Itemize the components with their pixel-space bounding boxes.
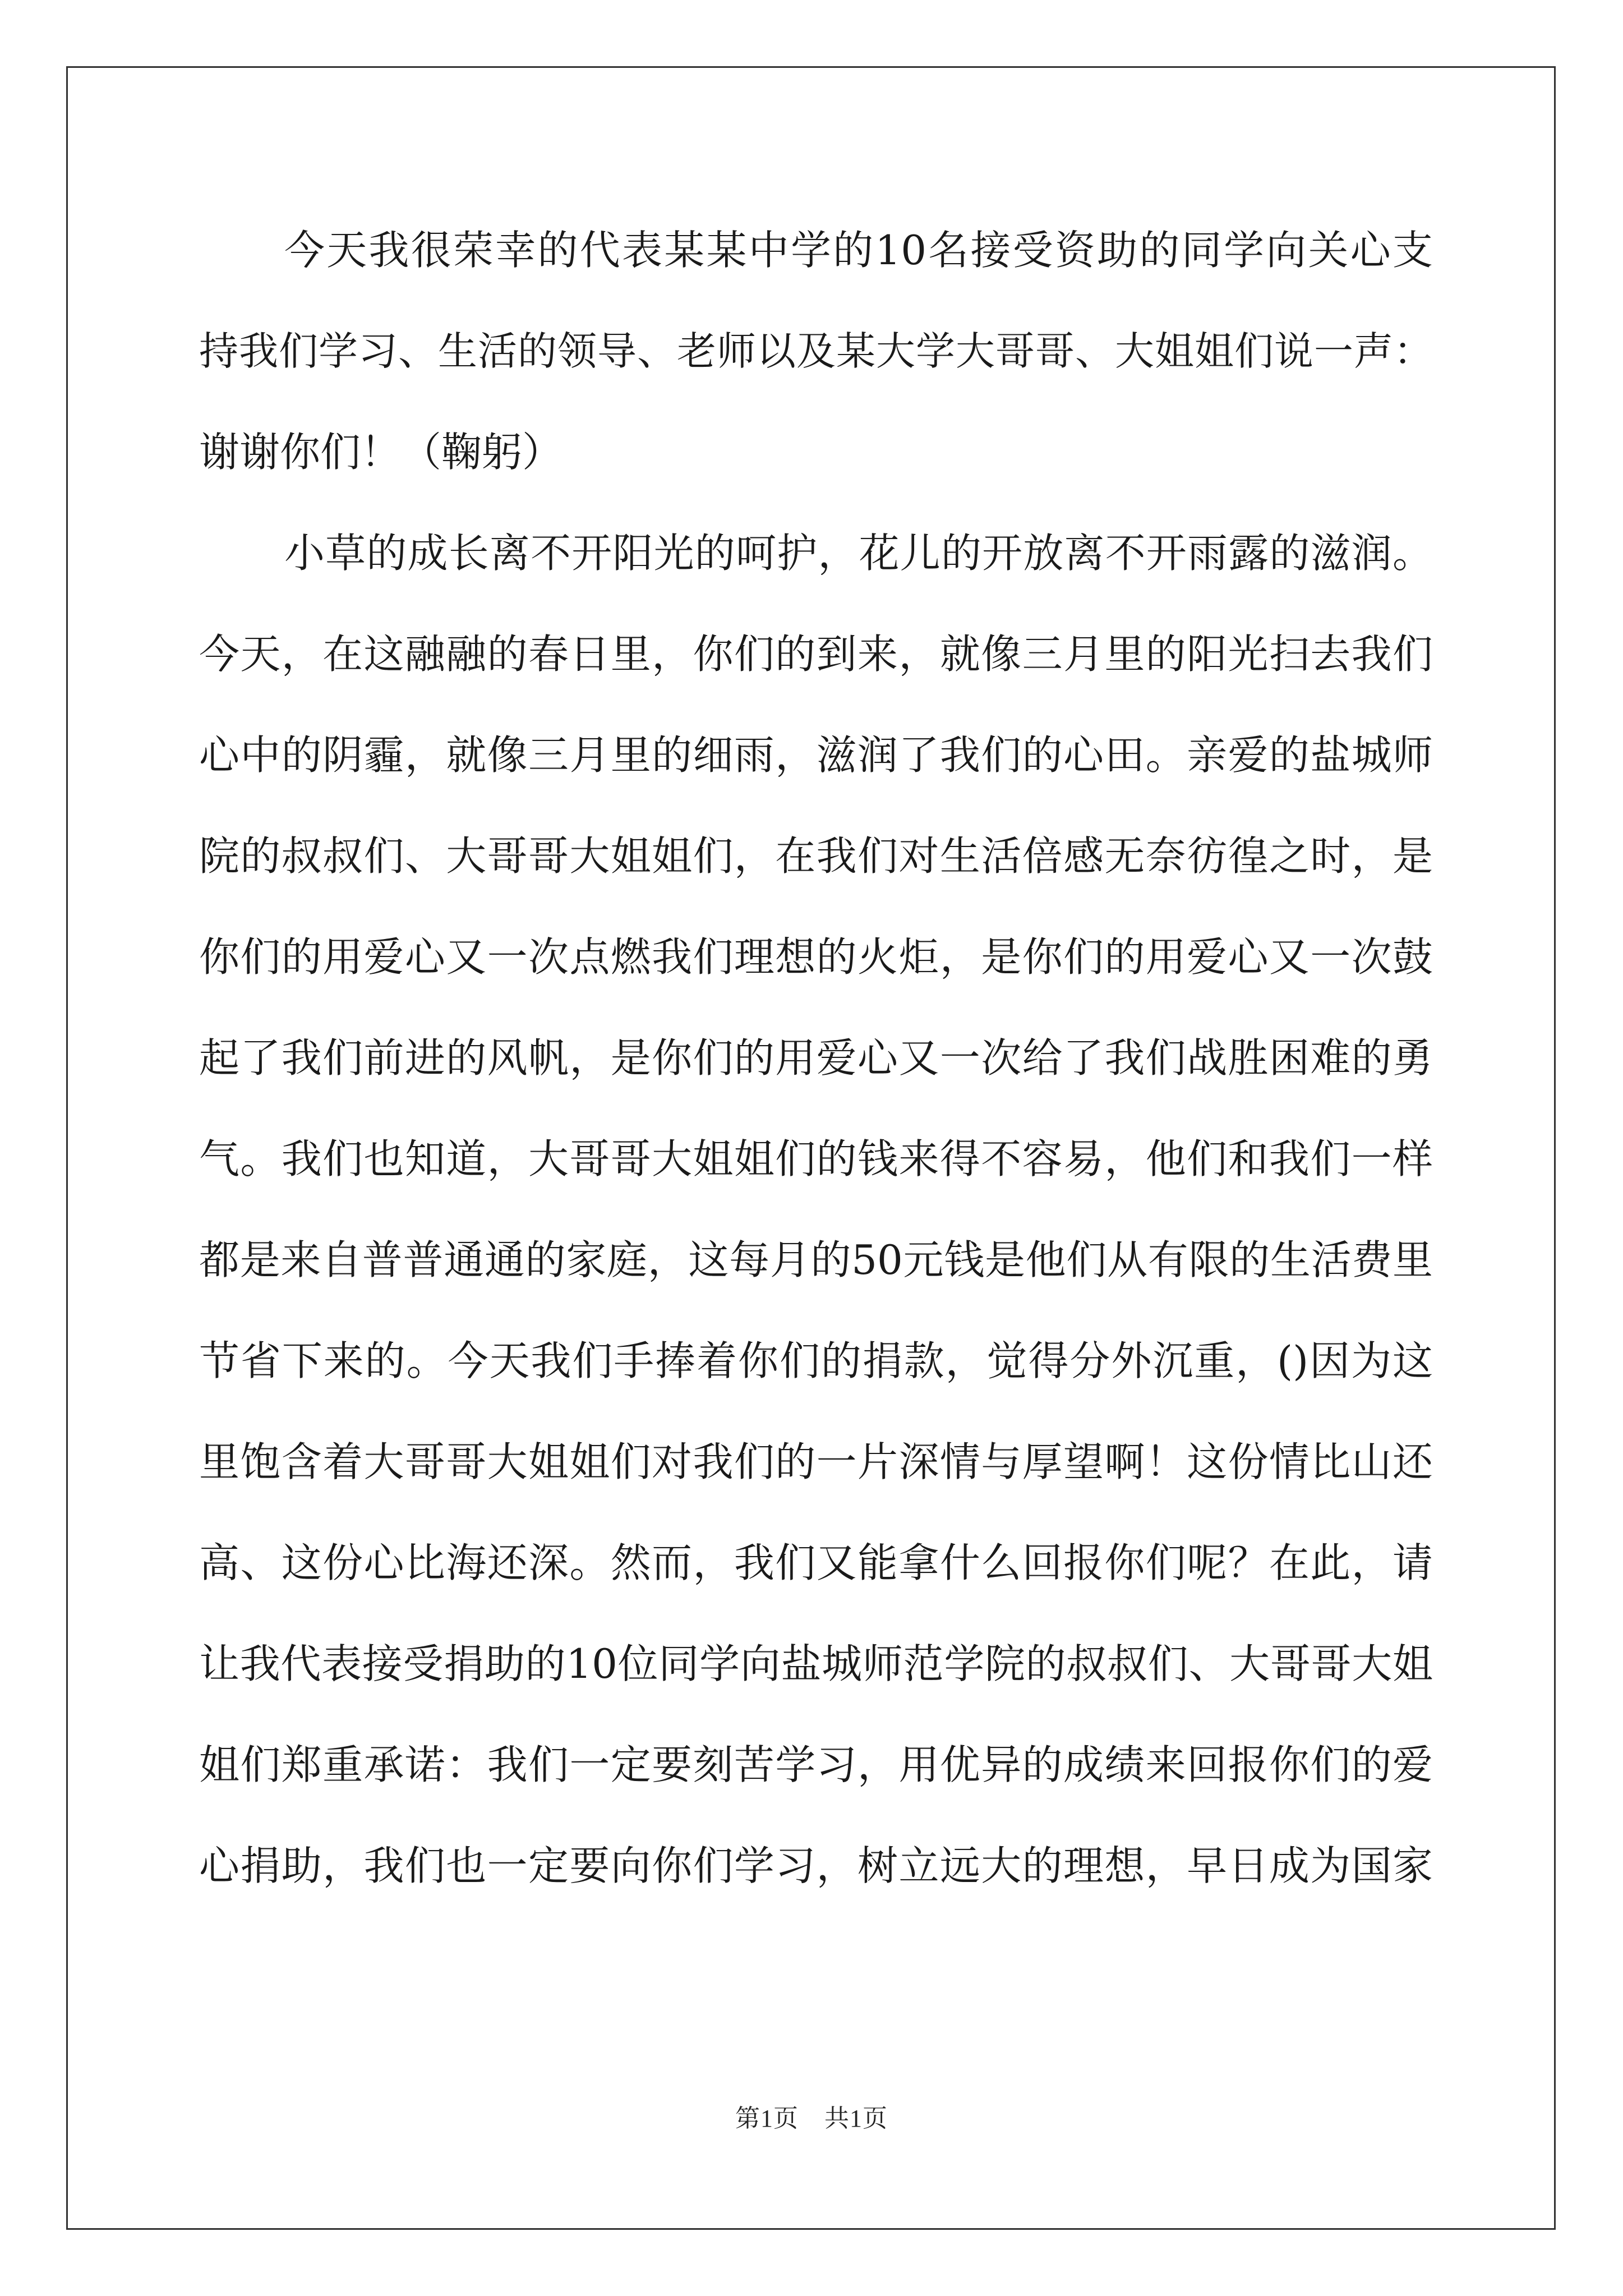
text-line: 小草的成长离不开阳光的呵护，花儿的开放离不开雨露的滋润。 bbox=[284, 530, 1433, 577]
text-line: 持我们学习、生活的领导、老师以及某大学大哥哥、大姐姐们说一声： bbox=[199, 328, 1433, 374]
text-line: 让我代表接受捐助的10位同学向盐城师范学院的叔叔们、大哥哥大姐 bbox=[199, 1640, 1433, 1687]
text-line: 谢谢你们！（鞠躬） bbox=[199, 429, 563, 476]
text-line: 里饱含着大哥哥大姐姐们对我们的一片深情与厚望啊！这份情比山还 bbox=[199, 1438, 1433, 1485]
paragraph bbox=[199, 523, 1433, 2138]
text-line: 心捐助，我们也一定要向你们学习，树立远大的理想，早日成为国家 bbox=[199, 1842, 1433, 1889]
text-line: 今天我很荣幸的代表某某中学的10名接受资助的同学向关心支 bbox=[284, 227, 1433, 274]
text-line: 节省下来的。今天我们手捧着你们的捐款，觉得分外沉重，()因为这 bbox=[199, 1337, 1433, 1384]
text-line: 高、这份心比海还深。然而，我们又能拿什么回报你们呢？在此，请 bbox=[199, 1539, 1433, 1586]
text-line: 今天，在这融融的春日里，你们的到来，就像三月里的阳光扫去我们 bbox=[199, 631, 1433, 678]
text-line: 起了我们前进的风帆，是你们的用爱心又一次给了我们战胜困难的勇 bbox=[199, 1034, 1433, 1082]
document-body bbox=[199, 220, 1433, 2138]
text-line: 心中的阴霾，就像三月里的细雨，滋润了我们的心田。亲爱的盐城师 bbox=[199, 731, 1433, 779]
text-line: 气。我们也知道，大哥哥大姐姐们的钱来得不容易，他们和我们一样 bbox=[199, 1135, 1433, 1182]
text-line: 都是来自普普通通的家庭，这每月的50元钱是他们从有限的生活费里 bbox=[199, 1236, 1433, 1283]
page-footer bbox=[0, 2098, 1623, 2134]
paragraph bbox=[199, 220, 1433, 523]
text-line: 姐们郑重承诺：我们一定要刻苦学习，用优异的成绩来回报你们的爱 bbox=[199, 1741, 1433, 1788]
page-total: 共1页 bbox=[824, 2105, 888, 2132]
text-line bbox=[199, 1936, 1433, 2037]
page-number: 第1页 bbox=[735, 2105, 799, 2132]
text-line: 院的叔叔们、大哥哥大姐姐们，在我们对生活倍感无奈彷徨之时，是 bbox=[199, 832, 1433, 880]
text-line: 你们的用爱心又一次点燃我们理想的火炬，是你们的用爱心又一次鼓 bbox=[199, 933, 1433, 981]
